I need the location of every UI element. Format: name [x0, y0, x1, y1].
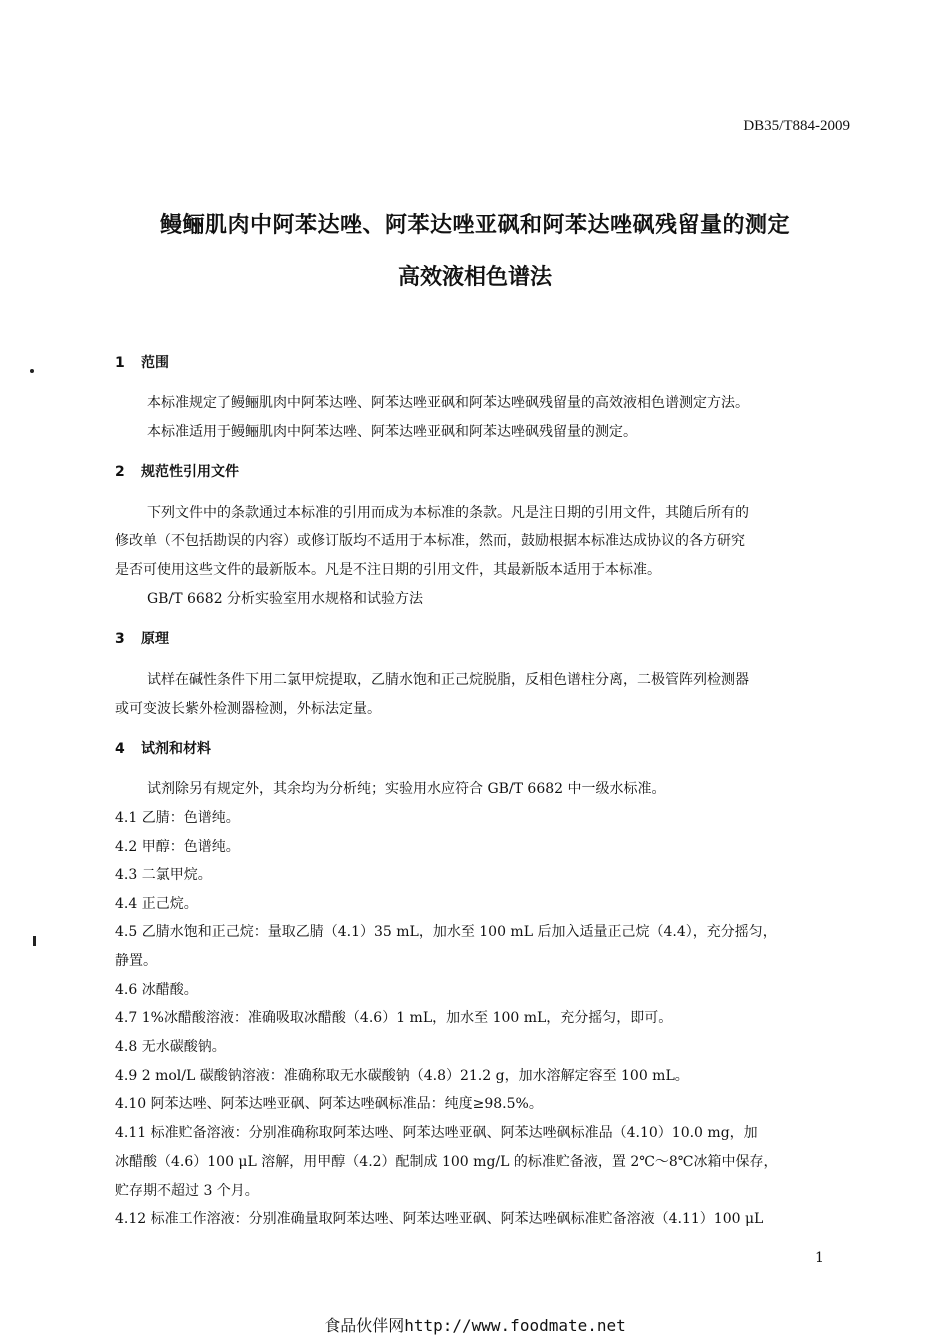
section-title: 规范性引用文件: [141, 464, 239, 480]
section-2-heading: [115, 461, 239, 481]
list-item: 4.11 标准贮备溶液：分别准确称取阿苯达唑、阿苯达唑亚砜、阿苯达唑砜标准品（4.10）10.0 mg，加: [115, 1125, 758, 1141]
section-4-heading: [115, 738, 211, 758]
paragraph-line: 下列文件中的条款通过本标准的引用而成为本标准的条款。凡是注日期的引用文件，其随后所有的: [147, 505, 749, 521]
section-number: 3: [115, 631, 125, 647]
paragraph-line: 修改单（不包括勘误的内容）或修订版均不适用于本标准，然而，鼓励根据本标准达成协议的各方研究: [115, 533, 745, 549]
paragraph-line: 试剂除另有规定外，其余均为分析纯；实验用水应符合 GB/T 6682 中一级水标准。: [147, 781, 666, 797]
normative-reference: GB/T 6682 分析实验室用水规格和试验方法: [147, 591, 424, 607]
section-number: 4: [115, 741, 125, 757]
document-title: 鳗鲡肌肉中阿苯达唑、阿苯达唑亚砜和阿苯达唑砜残留量的测定: [159, 213, 790, 238]
section-title: 试剂和材料: [141, 741, 211, 757]
scan-mark: [30, 369, 34, 373]
list-item: 4.6 冰醋酸。: [115, 982, 198, 998]
paragraph-line: 是否可使用这些文件的最新版本。凡是不注日期的引用文件，其最新版本适用于本标准。: [115, 562, 661, 578]
list-item: 4.8 无水碳酸钠。: [115, 1039, 226, 1055]
section-3-heading: [115, 628, 169, 648]
list-item: 4.2 甲醇：色谱纯。: [115, 839, 240, 855]
section-title: 范围: [141, 355, 169, 371]
paragraph-line: 或可变波长紫外检测器检测，外标法定量。: [115, 701, 381, 717]
list-item-continued: 贮存期不超过 3 个月。: [115, 1183, 259, 1199]
scan-mark: [33, 936, 36, 946]
list-item: 4.1 乙腈：色谱纯。: [115, 810, 240, 826]
list-item: 4.5 乙腈水饱和正己烷：量取乙腈（4.1）35 mL，加水至 100 mL 后加入适量正己烷（4.4），充分摇匀，: [115, 924, 777, 940]
list-item: 4.4 正己烷。: [115, 896, 198, 912]
list-item-continued: 冰醋酸（4.6）100 μL 溶解，用甲醇（4.2）配制成 100 mg/L 的标准贮备液，置 2℃～8℃冰箱中保存，: [115, 1154, 778, 1170]
section-1-heading: [115, 352, 169, 372]
list-item: 4.9 2 mol/L 碳酸钠溶液：准确称取无水碳酸钠（4.8）21.2 g，加水溶解定容至 100 mL。: [115, 1068, 689, 1084]
paragraph: 本标准适用于鳗鲡肌肉中阿苯达唑、阿苯达唑亚砜和阿苯达唑砜残留量的测定。: [147, 424, 637, 440]
standard-code: DB35/T884-2009: [743, 118, 850, 134]
footer-watermark[interactable]: 食品伙伴网http://www.foodmate.net: [324, 1316, 626, 1335]
list-item: 4.12 标准工作溶液：分别准确量取阿苯达唑、阿苯达唑亚砜、阿苯达唑砜标准贮备溶液（4.11）100 μL: [115, 1211, 764, 1227]
list-item-continued: 静置。: [115, 953, 157, 969]
section-number: 1: [115, 355, 125, 371]
section-number: 2: [115, 464, 125, 480]
list-item: 4.7 1%冰醋酸溶液：准确吸取冰醋酸（4.6）1 mL，加水至 100 mL，充分摇匀，即可。: [115, 1010, 673, 1026]
list-item: 4.3 二氯甲烷。: [115, 867, 212, 883]
page-number: 1: [815, 1250, 824, 1266]
list-item: 4.10 阿苯达唑、阿苯达唑亚砜、阿苯达唑砜标准品：纯度≥98.5%。: [115, 1096, 543, 1112]
paragraph: 本标准规定了鳗鲡肌肉中阿苯达唑、阿苯达唑亚砜和阿苯达唑砜残留量的高效液相色谱测定方法。: [147, 395, 749, 411]
paragraph-line: 试样在碱性条件下用二氯甲烷提取，乙腈水饱和正己烷脱脂，反相色谱柱分离，二极管阵列检测器: [147, 672, 749, 688]
document-subtitle: 高效液相色谱法: [397, 265, 552, 290]
section-title: 原理: [141, 631, 169, 647]
